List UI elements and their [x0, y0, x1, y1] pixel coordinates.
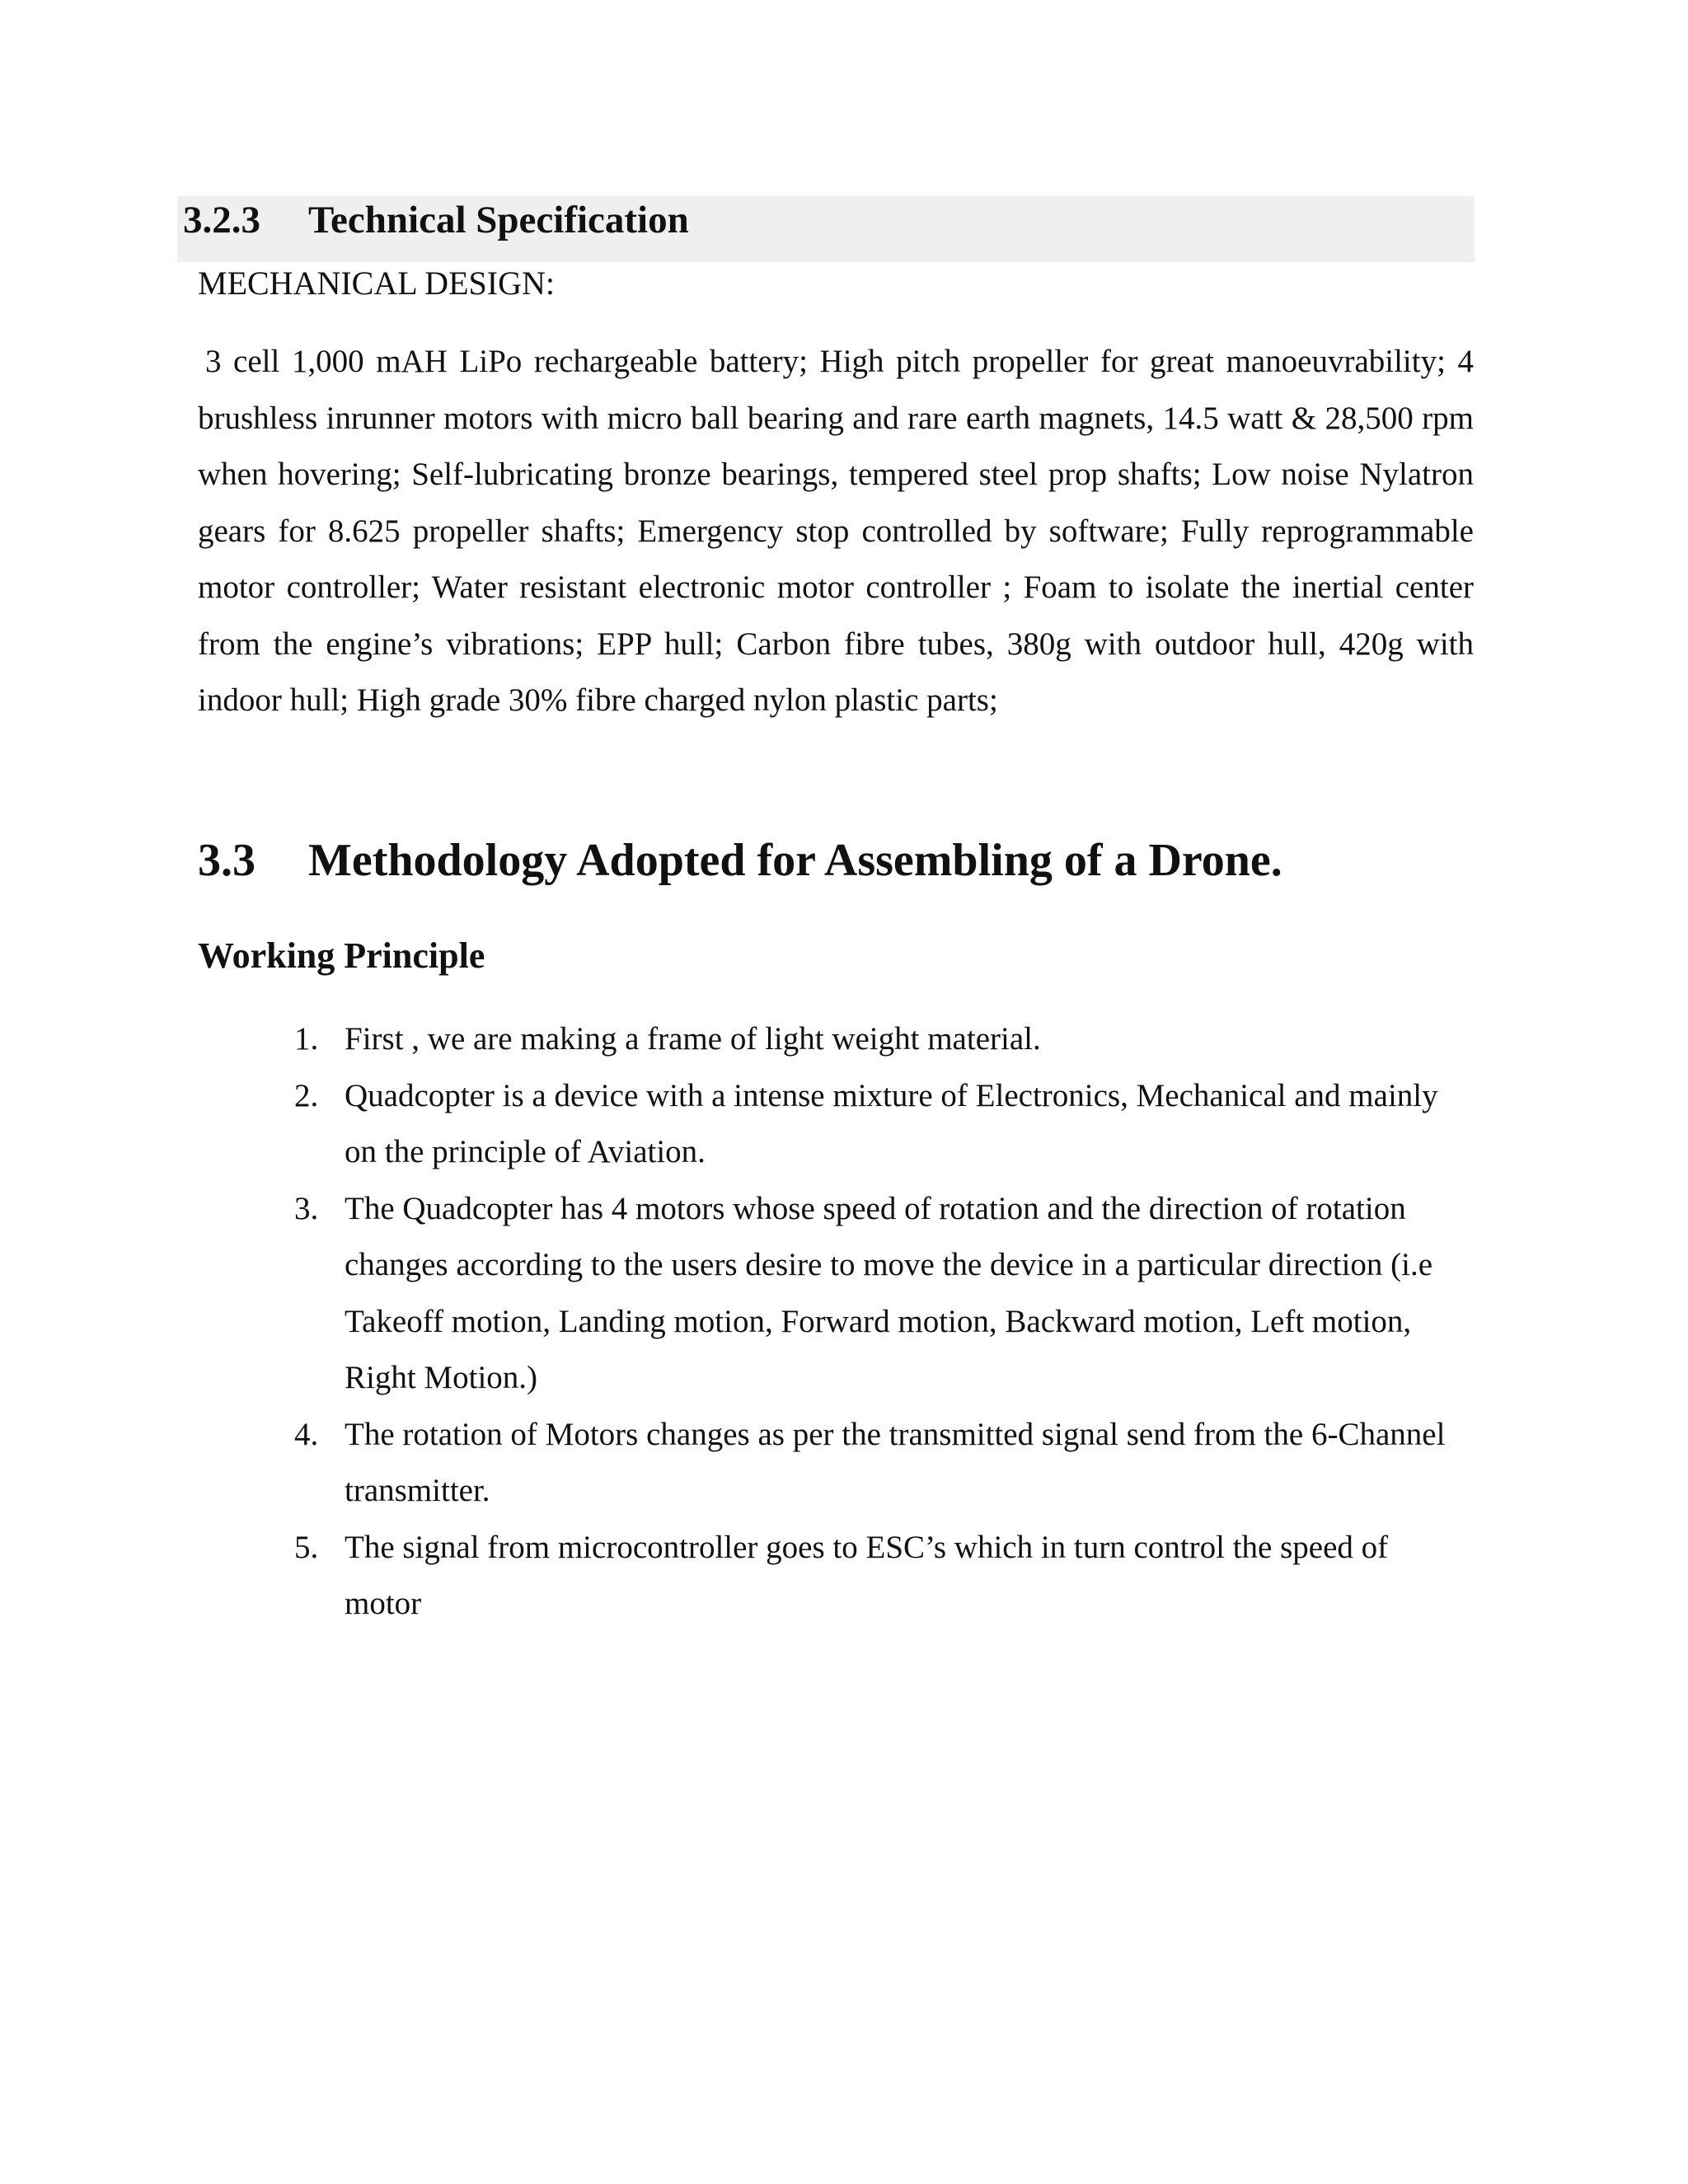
list-item [294, 1181, 1473, 1407]
list-item-number: 4. [294, 1416, 319, 1452]
specification-paragraph: 3 cell 1,000 mAH LiPo rechargeable battery; High pitch propeller for great manoeuvrability; 4 brushless inrunner motors with micro ball bearing and rare earth magnets, 14.5 watt & 28,500 rpm when hovering; Self-lubricating bronze bearings, tempered steel prop shafts; Low noise Nylatron gears for 8.625 propeller shafts; Emergency stop controlled by software; Fully reprogrammable motor controller; Water resistant electronic motor controller ; Foam to isolate the inertial center from the engine’s vibrations; EPP hull; Carbon fibre tubes, 380g with outdoor hull, 420g with indoor hull; High grade 30% fibre charged nylon plastic parts; [198, 344, 1474, 718]
subsection-number: 3.2.3 [183, 199, 260, 241]
section-title: Methodology Adopted for Assembling of a Drone. [308, 835, 1282, 886]
subsection-heading [183, 196, 689, 262]
section-heading [198, 831, 1282, 890]
list-item-text: First , we are making a frame of light weight material. [345, 1021, 1041, 1057]
list-item-number: 2. [294, 1077, 319, 1113]
working-principle-heading: Working Principle [198, 935, 485, 976]
list-item [294, 1011, 1473, 1068]
list-item [294, 1520, 1473, 1633]
list-item-text: The signal from microcontroller goes to ESC’s which in turn control the speed of motor [345, 1529, 1389, 1621]
list-item-number: 5. [294, 1529, 319, 1565]
list-item [294, 1068, 1473, 1181]
list-item-number: 1. [294, 1021, 319, 1057]
list-item-number: 3. [294, 1190, 319, 1226]
list-item-text: Quadcopter is a device with a intense mixture of Electronics, Mechanical and mainly on the principle of Aviation. [345, 1077, 1438, 1169]
list-item-text: The Quadcopter has 4 motors whose speed of rotation and the direction of rotation changes according to the users desire to move the device in a particular direction (i.e Takeoff motion, Landing motion, Forward motion, Backward motion, Left motion, Right Motion.) [345, 1190, 1433, 1395]
mechanical-design-label: MECHANICAL DESIGN: [198, 265, 555, 302]
list-item [294, 1407, 1473, 1520]
list-item-text: The rotation of Motors changes as per the transmitted signal send from the 6-Channel transmitter. [345, 1416, 1446, 1508]
subsection-title: Technical Specification [308, 199, 689, 241]
section-number: 3.3 [198, 835, 256, 886]
working-principle-list [294, 1011, 1473, 1633]
